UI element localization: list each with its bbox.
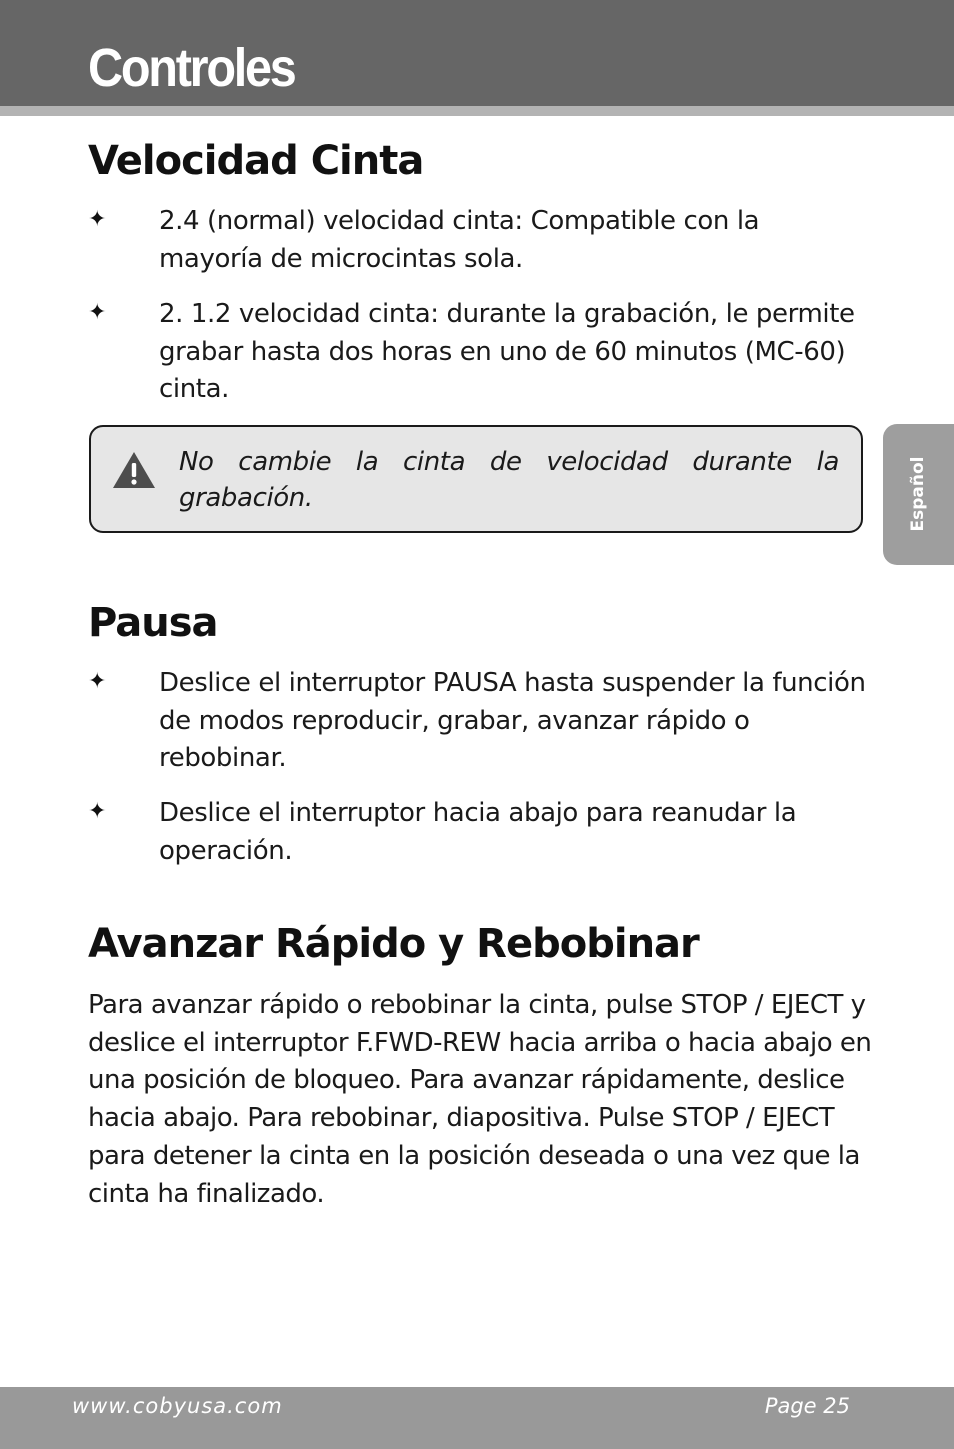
list-item-text: 2. 1.2 velocidad cinta: durante la grabación, le permite grabar hasta dos horas en uno de 60 minutos (MC-60) cinta. bbox=[159, 299, 855, 404]
page-header bbox=[0, 0, 954, 106]
warning-note-text: No cambie la cinta de velocidad durante la grabación. bbox=[179, 447, 839, 513]
footer-url: www.cobyusa.com bbox=[72, 1394, 283, 1418]
warning-note bbox=[89, 425, 863, 533]
page-title: Controles bbox=[88, 38, 295, 98]
bullet-star-icon: ✦ bbox=[88, 799, 107, 824]
bullet-star-icon: ✦ bbox=[88, 669, 107, 694]
page-footer bbox=[0, 1387, 954, 1449]
section-heading-velocidad-cinta: Velocidad Cinta bbox=[88, 138, 424, 184]
section-heading-pausa: Pausa bbox=[88, 600, 218, 646]
list-item-text: Deslice el interruptor PAUSA hasta suspender la función de modos reproducir, grabar, avanzar rápido o rebobinar. bbox=[159, 668, 866, 773]
list-item-text: Deslice el interruptor hacia abajo para reanudar la operación. bbox=[159, 798, 797, 866]
language-tab bbox=[883, 424, 954, 565]
page-number: Page 25 bbox=[764, 1394, 850, 1418]
bullet-star-icon: ✦ bbox=[88, 300, 107, 325]
language-tab-label: Español bbox=[908, 456, 928, 532]
bullet-star-icon: ✦ bbox=[88, 207, 107, 232]
section-heading-avanzar-rapido: Avanzar Rápido y Rebobinar bbox=[88, 921, 699, 967]
body-paragraph: Para avanzar rápido o rebobinar la cinta, pulse STOP / EJECT y deslice el interruptor F.FWD-REW hacia arriba o hacia abajo en una posición de bloqueo. Para avanzar rápidamente, deslice hacia abajo. Para rebobinar, diapositiva. Pulse STOP / EJECT para detener la cinta en la posición deseada o una vez que la cinta ha finalizado. bbox=[88, 990, 872, 1209]
warning-icon bbox=[112, 451, 156, 489]
header-stripe bbox=[0, 106, 954, 116]
list-item-text: 2.4 (normal) velocidad cinta: Compatible con la mayoría de microcintas sola. bbox=[159, 206, 760, 274]
